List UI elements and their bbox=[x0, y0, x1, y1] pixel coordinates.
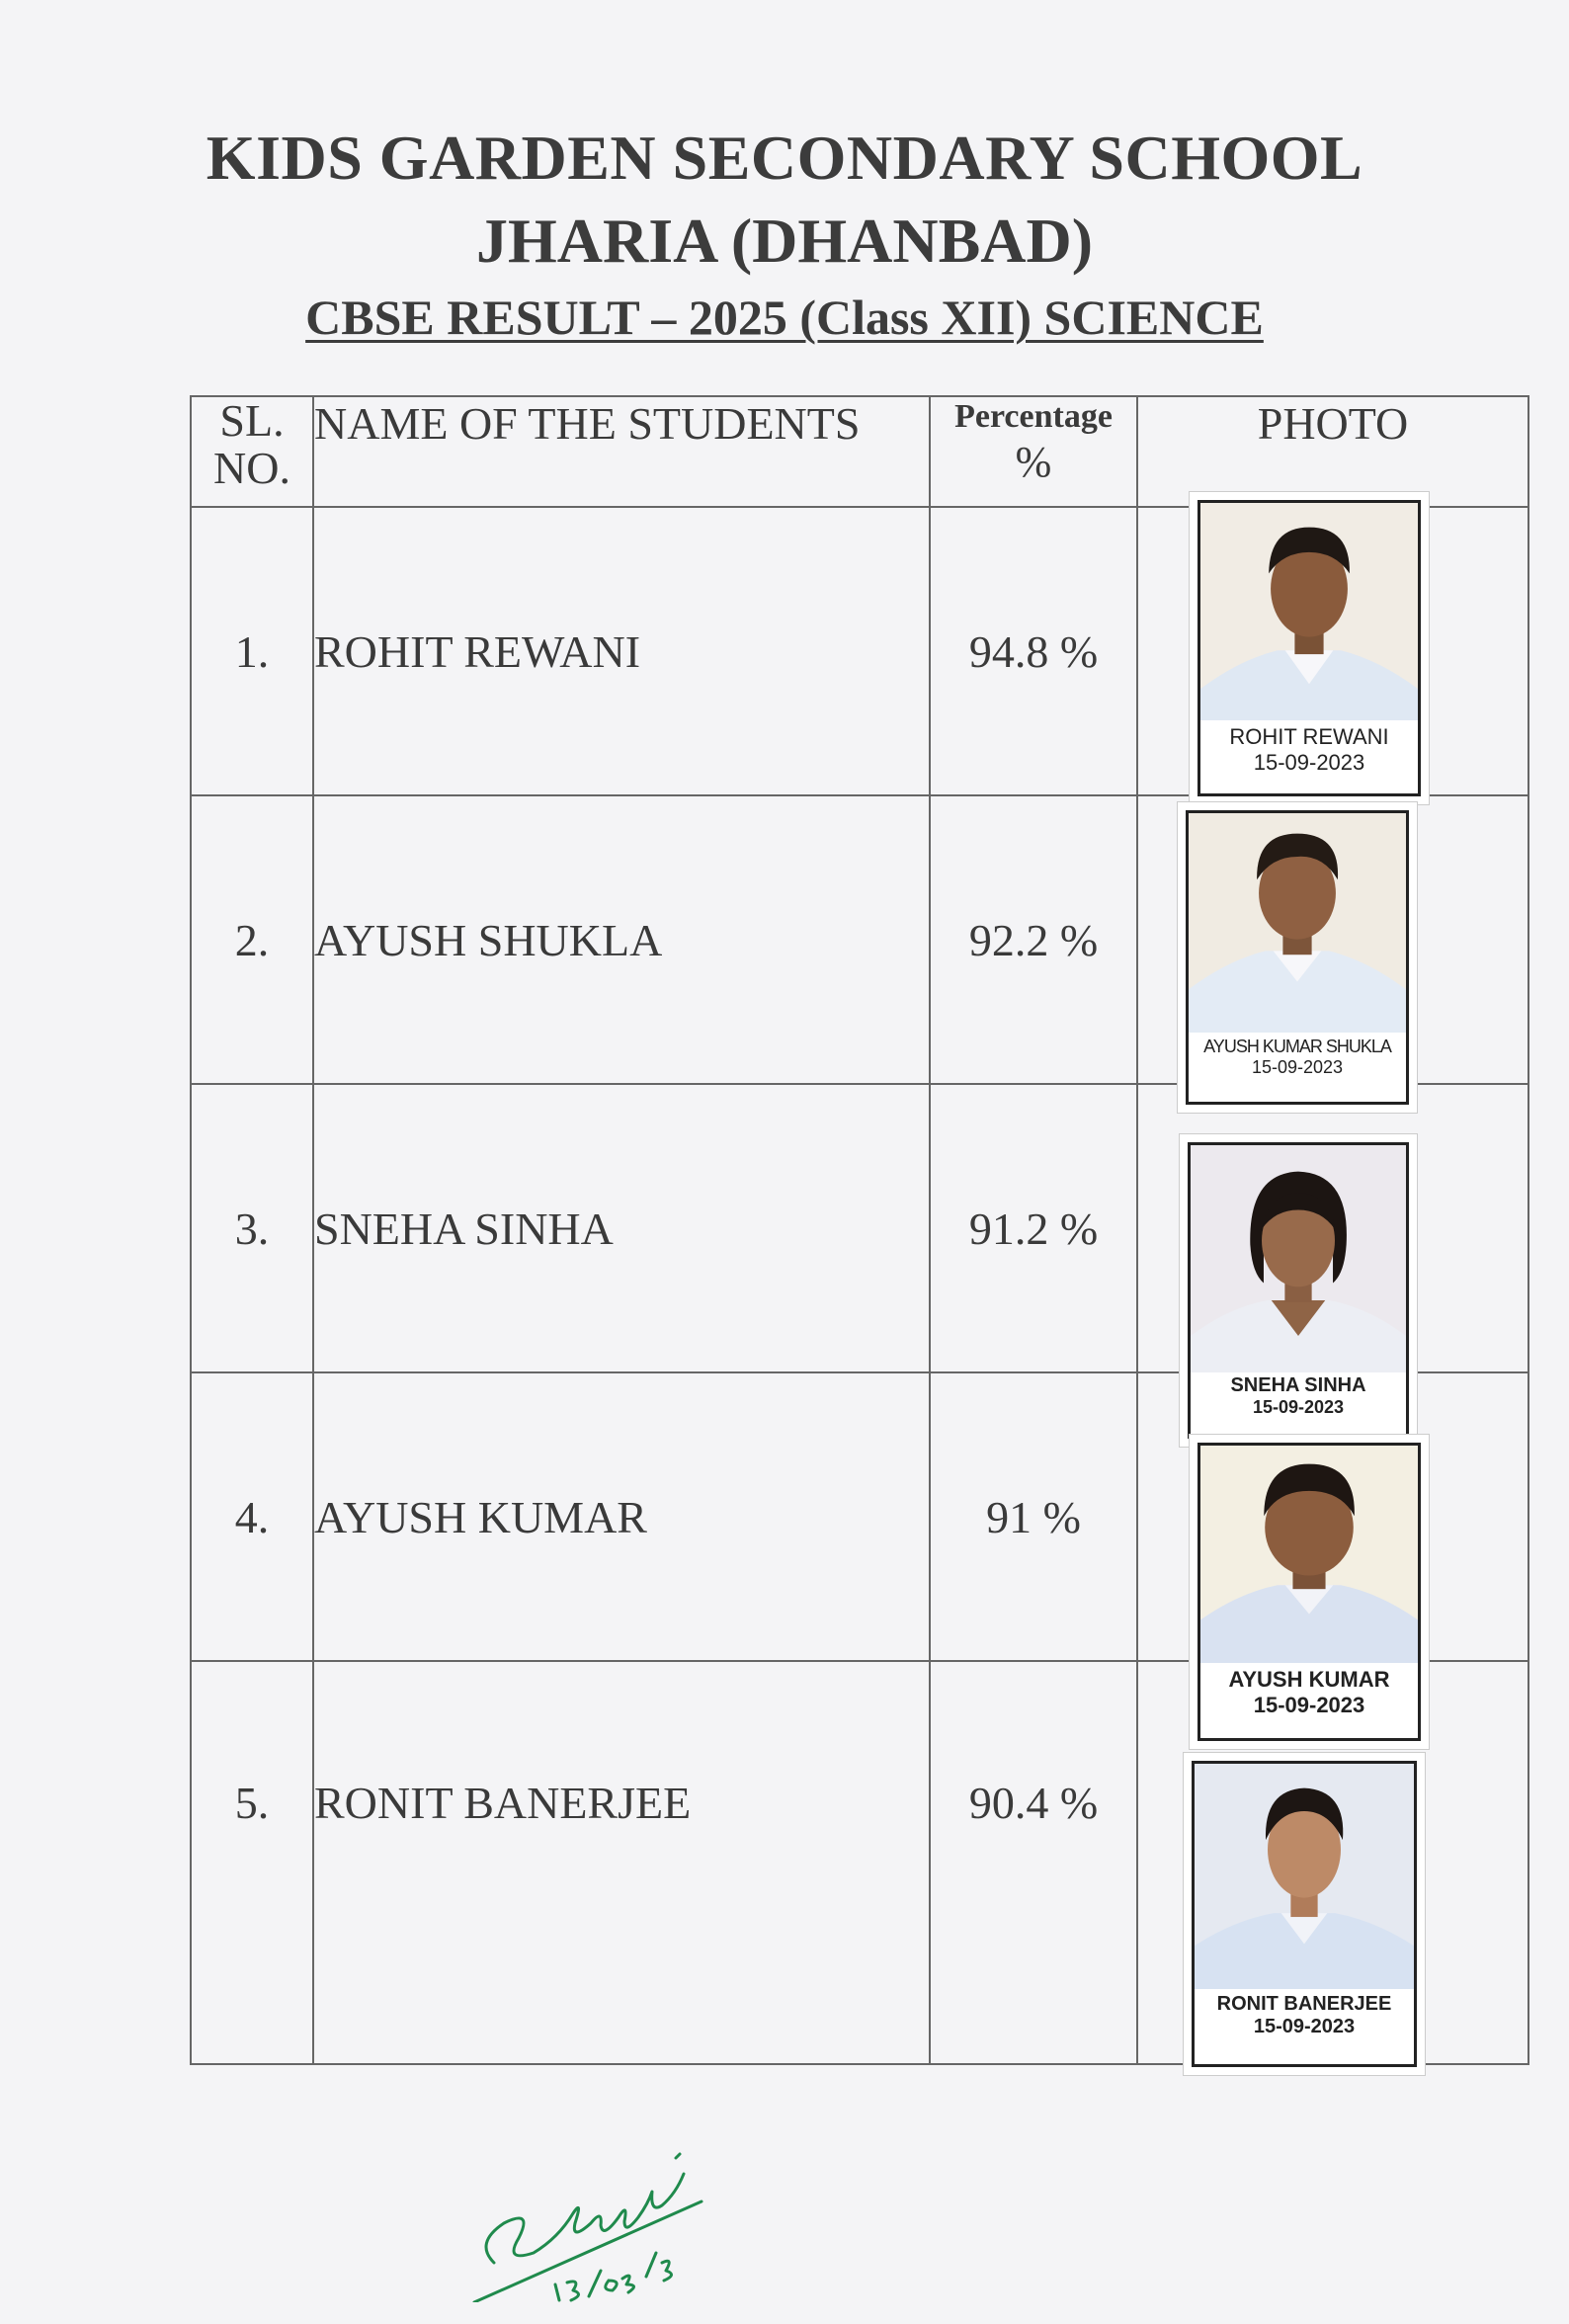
school-name: KIDS GARDEN SECONDARY SCHOOL bbox=[206, 123, 1363, 193]
result-title bbox=[0, 289, 1569, 346]
photo-caption-name: SNEHA SINHA bbox=[1230, 1374, 1366, 1396]
student-photo bbox=[1190, 1435, 1429, 1749]
student-photo bbox=[1184, 1753, 1425, 2075]
row-percentage: 91 % bbox=[930, 1372, 1137, 1661]
photo-caption-name: RONIT BANERJEE bbox=[1216, 1993, 1392, 2015]
photo-caption-date: 15-09-2023 bbox=[1251, 1057, 1344, 1077]
header-percent-sign: % bbox=[1015, 438, 1052, 486]
row-student-name: AYUSH SHUKLA bbox=[313, 795, 930, 1084]
row-student-name: RONIT BANERJEE bbox=[313, 1661, 930, 2064]
result-title-text: CBSE RESULT – 2025 (Class XII) SCIENCE bbox=[305, 290, 1264, 345]
header-photo: PHOTO bbox=[1137, 396, 1528, 507]
student-portrait-image bbox=[1189, 813, 1406, 1040]
row-sl-no: 5. bbox=[191, 1661, 313, 2064]
row-percentage: 94.8 % bbox=[930, 507, 1137, 795]
header-percentage-label: Percentage bbox=[954, 398, 1113, 435]
student-photo bbox=[1178, 802, 1417, 1113]
signature-drawing bbox=[464, 2115, 721, 2302]
row-sl-no: 3. bbox=[191, 1084, 313, 1372]
student-portrait-image bbox=[1195, 1764, 1414, 2001]
table-header-row bbox=[191, 396, 1528, 507]
handwritten-signature bbox=[464, 2115, 721, 2302]
row-sl-no: 4. bbox=[191, 1372, 313, 1661]
document-header bbox=[0, 117, 1569, 283]
row-sl-no: 2. bbox=[191, 795, 313, 1084]
student-portrait-image bbox=[1200, 1446, 1418, 1673]
photo-caption-name: ROHIT REWANI bbox=[1229, 724, 1389, 749]
school-place: JHARIA (DHANBAD) bbox=[476, 206, 1093, 276]
header-sl-line2: NO. bbox=[213, 443, 290, 493]
photo-caption-name: AYUSH KUMAR SHUKLA bbox=[1203, 1037, 1391, 1056]
header-sl-line1: SL. bbox=[219, 395, 285, 446]
student-portrait-image bbox=[1191, 1145, 1406, 1382]
photo-caption-date: 15-09-2023 bbox=[1253, 1693, 1365, 1717]
photo-caption-date: 15-09-2023 bbox=[1253, 750, 1365, 775]
row-student-name: ROHIT REWANI bbox=[313, 507, 930, 795]
row-percentage: 91.2 % bbox=[930, 1084, 1137, 1372]
student-portrait-image bbox=[1200, 503, 1418, 740]
row-percentage: 92.2 % bbox=[930, 795, 1137, 1084]
row-percentage: 90.4 % bbox=[930, 1661, 1137, 2064]
header-sl-no bbox=[191, 396, 313, 507]
photo-caption-date: 15-09-2023 bbox=[1252, 1397, 1345, 1417]
student-photo bbox=[1190, 492, 1429, 804]
row-student-name: SNEHA SINHA bbox=[313, 1084, 930, 1372]
student-photo bbox=[1180, 1134, 1417, 1447]
header-percentage bbox=[930, 396, 1137, 507]
photo-caption-date: 15-09-2023 bbox=[1253, 2016, 1356, 2037]
row-student-name: AYUSH KUMAR bbox=[313, 1372, 930, 1661]
row-sl-no: 1. bbox=[191, 507, 313, 795]
header-student-name: NAME OF THE STUDENTS bbox=[313, 396, 930, 507]
photo-caption-name: AYUSH KUMAR bbox=[1228, 1667, 1390, 1692]
